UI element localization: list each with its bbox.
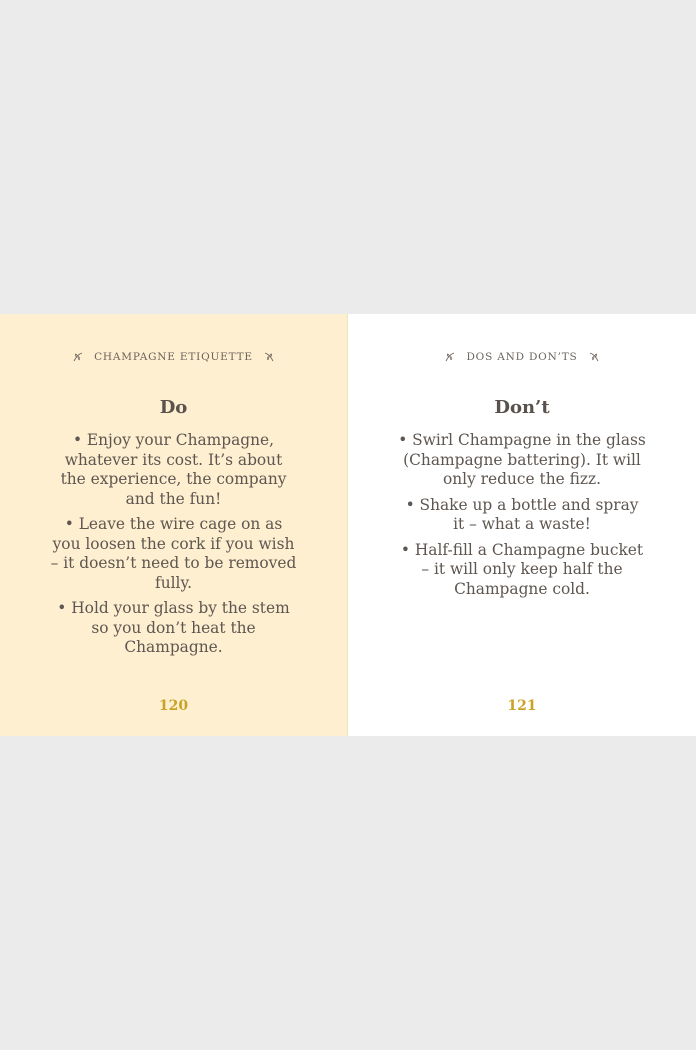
- book-spread: [0, 314, 696, 736]
- list-item: • Hold your glass by the stem so you don’t heat the Champagne.: [57, 599, 290, 656]
- list-item: • Swirl Champagne in the glass (Champagne battering). It will only reduce the fizz.: [398, 431, 646, 488]
- leaf-sprig-icon: [72, 351, 84, 363]
- page-number: 120: [158, 698, 189, 714]
- leaf-sprig-mirrored-icon: [263, 351, 275, 363]
- section-heading: Do: [159, 397, 188, 418]
- page-number: 121: [507, 698, 537, 714]
- running-head-text: DOS AND DON’TS: [466, 351, 578, 363]
- list-item: • Shake up a bottle and spray it – what a waste!: [405, 495, 639, 533]
- leaf-sprig-mirrored-icon: [588, 351, 600, 363]
- section-heading: Don’t: [494, 397, 550, 418]
- running-head-text: CHAMPAGNE ETIQUETTE: [94, 351, 253, 363]
- list-item: • Half-fill a Champagne bucket – it will only keep half the Champagne cold.: [400, 540, 644, 598]
- running-head: [348, 351, 696, 363]
- list-item: • Enjoy your Champagne, whatever its cost. It’s about the experience, the company and the fun!: [60, 431, 287, 508]
- right-page: [348, 314, 696, 736]
- leaf-sprig-icon: [444, 351, 456, 363]
- running-head: [0, 351, 347, 363]
- tips-list: [398, 431, 646, 605]
- left-page: [0, 314, 348, 736]
- list-item: • Leave the wire cage on as you loosen the cork if you wish – it doesn’t need to be removed fully.: [50, 515, 297, 592]
- tips-list: [50, 431, 297, 664]
